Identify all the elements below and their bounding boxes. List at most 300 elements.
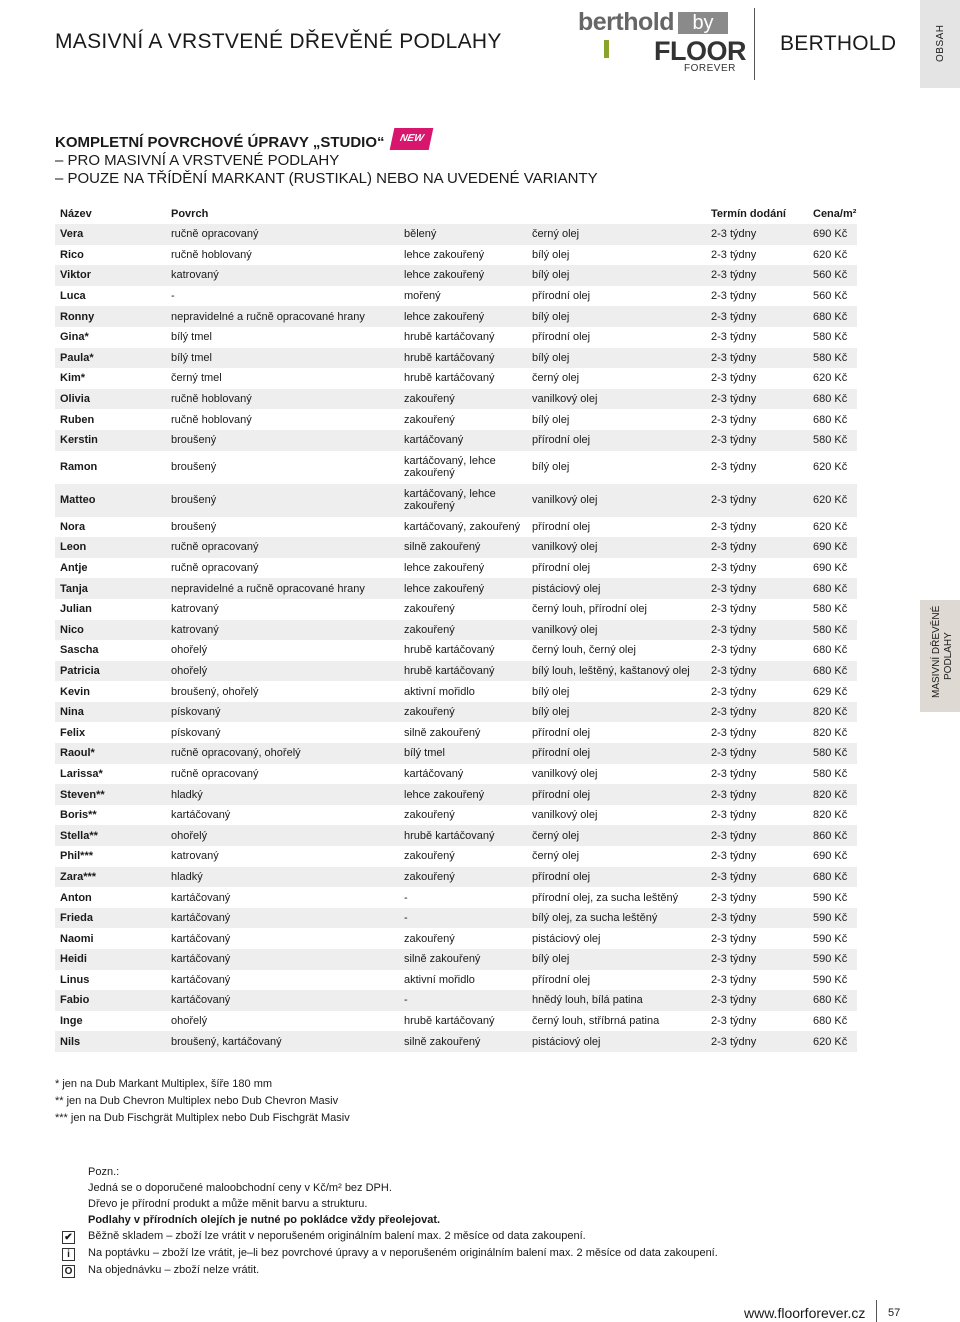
cell-surface-3: vanilkový olej bbox=[527, 537, 706, 558]
cell-delivery: 2-3 týdny bbox=[711, 809, 757, 822]
page-header bbox=[0, 0, 960, 90]
table-row bbox=[55, 949, 857, 970]
cell-surface-3: pistáciový olej bbox=[532, 932, 601, 945]
table-row bbox=[55, 348, 857, 369]
cell-surface-3: přírodní olej bbox=[532, 520, 591, 533]
cell-name: Anton bbox=[60, 891, 92, 904]
brand-name: BERTHOLD bbox=[780, 32, 897, 55]
cell-name: Inge bbox=[60, 1015, 83, 1028]
cell-name: Matteo bbox=[55, 484, 166, 517]
cell-surface-3: vanilkový olej bbox=[527, 484, 706, 517]
cell-surface-1: kartáčovaný bbox=[171, 932, 231, 945]
cell-surface-3: bílý louh, leštěný, kaštanový olej bbox=[527, 661, 706, 682]
table-row bbox=[55, 887, 857, 908]
cell-price: 620 Kč bbox=[813, 248, 848, 261]
cell-name: Julian bbox=[60, 603, 92, 616]
cell-name: Olivia bbox=[55, 389, 166, 410]
table-row bbox=[55, 537, 857, 558]
cell-surface-2: lehce zakouřený bbox=[399, 265, 527, 286]
cell-surface-3: bílý olej bbox=[527, 306, 706, 327]
cell-surface-2: silně zakouřený bbox=[404, 726, 481, 739]
cell-surface-3: bílý olej, za sucha leštěný bbox=[527, 908, 706, 929]
cell-price: 690 Kč bbox=[813, 562, 848, 575]
table-header-row bbox=[55, 204, 857, 224]
cell-surface-3: černý olej bbox=[527, 825, 706, 846]
cell-price: 580 Kč bbox=[813, 767, 848, 780]
cell-name: Zara*** bbox=[55, 867, 166, 888]
table-row bbox=[55, 661, 857, 682]
cell-name: Kevin bbox=[60, 685, 90, 698]
cell-surface-2: zakouřený bbox=[399, 867, 527, 888]
table-row bbox=[55, 743, 857, 764]
check-box-icon: ✔ bbox=[62, 1231, 75, 1244]
cell-price: 620 Kč bbox=[813, 372, 848, 385]
table-row bbox=[55, 430, 857, 451]
cell-surface-3: bílý olej bbox=[532, 685, 570, 698]
table-row bbox=[55, 928, 857, 949]
cell-name: Kim* bbox=[60, 372, 86, 385]
cell-name: Nina bbox=[55, 702, 166, 723]
cell-price: 580 Kč bbox=[808, 348, 857, 369]
cell-surface-2: silně zakouřený bbox=[399, 537, 527, 558]
cell-name: Ramon bbox=[60, 461, 98, 474]
cell-surface-3: černý louh, stříbrná patina bbox=[532, 1015, 660, 1028]
cell-price: 820 Kč bbox=[808, 702, 857, 723]
cell-name: Fabio bbox=[55, 990, 166, 1011]
cell-delivery: 2-3 týdny bbox=[706, 784, 808, 805]
table-row bbox=[55, 327, 857, 348]
cell-surface-1: ohořelý bbox=[166, 825, 399, 846]
table-row bbox=[55, 825, 857, 846]
section-title: KOMPLETNÍ POVRCHOVÉ ÚPRAVY „STUDIO“ bbox=[55, 134, 385, 151]
cell-surface-2: hrubě kartáčovaný bbox=[399, 661, 527, 682]
cell-surface-1: broušený bbox=[171, 520, 217, 533]
finishes-table bbox=[55, 204, 857, 1052]
table-row bbox=[55, 908, 857, 929]
cell-name: Phil*** bbox=[60, 850, 94, 863]
cell-surface-2: zakouřený bbox=[404, 413, 455, 426]
cell-delivery: 2-3 týdny bbox=[706, 1031, 808, 1052]
cell-surface-1: kartáčovaný bbox=[166, 908, 399, 929]
cell-price: 620 Kč bbox=[813, 520, 848, 533]
cell-name: Paula* bbox=[55, 348, 166, 369]
cell-surface-3: bílý olej bbox=[532, 413, 570, 426]
cell-surface-2: - bbox=[399, 990, 527, 1011]
cell-delivery: 2-3 týdny bbox=[706, 348, 808, 369]
cell-price: 580 Kč bbox=[808, 743, 857, 764]
cell-surface-2: zakouřený bbox=[404, 809, 455, 822]
cell-surface-3: černý olej bbox=[527, 224, 706, 245]
cell-name: Sascha bbox=[60, 644, 99, 657]
cell-name: Kerstin bbox=[55, 430, 166, 451]
cell-delivery: 2-3 týdny bbox=[706, 990, 808, 1011]
cell-surface-2: hrubě kartáčovaný bbox=[399, 348, 527, 369]
cell-surface-2: hrubě kartáčovaný bbox=[399, 825, 527, 846]
table-row bbox=[55, 599, 857, 620]
cell-surface-1: kartáčovaný bbox=[166, 949, 399, 970]
cell-delivery: 2-3 týdny bbox=[711, 1015, 757, 1028]
cell-surface-1: pískovaný bbox=[171, 726, 221, 739]
cell-price: 820 Kč bbox=[808, 784, 857, 805]
cell-price: 590 Kč bbox=[813, 932, 848, 945]
cell-surface-3: přírodní olej bbox=[532, 331, 591, 344]
table-row bbox=[55, 389, 857, 410]
cell-surface-2: zakouřený bbox=[399, 389, 527, 410]
cell-price: 680 Kč bbox=[808, 661, 857, 682]
cell-surface-3: vanilkový olej bbox=[527, 389, 706, 410]
table-row bbox=[55, 286, 857, 307]
cell-price: 820 Kč bbox=[813, 726, 848, 739]
cell-delivery: 2-3 týdny bbox=[711, 685, 757, 698]
table-row bbox=[55, 517, 857, 538]
cell-surface-1: bílý tmel bbox=[166, 348, 399, 369]
cell-surface-1: broušený, kartáčovaný bbox=[166, 1031, 399, 1052]
cell-price: 580 Kč bbox=[808, 430, 857, 451]
cell-surface-2: lehce zakouřený bbox=[399, 784, 527, 805]
cell-surface-3: přírodní olej bbox=[527, 867, 706, 888]
header-price: Cena/m² bbox=[813, 208, 857, 220]
cell-surface-3: přírodní olej bbox=[532, 726, 591, 739]
cell-price: 680 Kč bbox=[808, 389, 857, 410]
cell-surface-3: černý olej bbox=[532, 372, 580, 385]
cell-name: Ruben bbox=[60, 413, 95, 426]
cell-price: 680 Kč bbox=[808, 306, 857, 327]
cell-surface-1: ručně opracovaný, ohořelý bbox=[166, 743, 399, 764]
table-row bbox=[55, 484, 857, 517]
cell-delivery: 2-3 týdny bbox=[711, 850, 757, 863]
cell-surface-1: broušený bbox=[166, 484, 399, 517]
cell-name: Luca bbox=[60, 290, 86, 303]
note-line: Dřevo je přírodní produkt a může měnit barvu a strukturu. bbox=[88, 1198, 368, 1210]
cell-surface-2: kartáčovaný, lehce zakouřený bbox=[399, 484, 527, 517]
cell-price: 860 Kč bbox=[808, 825, 857, 846]
cell-surface-2: kartáčovaný, lehce zakouřený bbox=[404, 455, 496, 480]
cell-surface-3: přírodní olej, za sucha leštěný bbox=[532, 891, 679, 904]
cell-name: Nils bbox=[55, 1031, 166, 1052]
table-row bbox=[55, 805, 857, 826]
cell-surface-2: zakouřený bbox=[404, 932, 455, 945]
table-row bbox=[55, 702, 857, 723]
cell-surface-2: - bbox=[404, 891, 408, 904]
header-divider bbox=[754, 8, 755, 80]
section-subtitle-2: – POUZE NA TŘÍDĚNÍ MARKANT (RUSTIKAL) NEBO NA UVEDENÉ VARIANTY bbox=[55, 170, 598, 187]
cell-delivery: 2-3 týdny bbox=[706, 949, 808, 970]
order-box-icon: O bbox=[62, 1265, 75, 1278]
cell-name: Boris** bbox=[60, 809, 97, 822]
cell-surface-2: bílý tmel bbox=[399, 743, 527, 764]
cell-price: 690 Kč bbox=[808, 224, 857, 245]
cell-surface-2: aktivní mořidlo bbox=[404, 685, 475, 698]
cell-name: Ronny bbox=[55, 306, 166, 327]
cell-surface-2: aktivní mořidlo bbox=[404, 973, 475, 986]
cell-surface-1: nepravidelné a ručně opracované hrany bbox=[166, 306, 399, 327]
cell-surface-1: broušený, ohořelý bbox=[171, 685, 259, 698]
cell-price: 690 Kč bbox=[813, 850, 848, 863]
cell-name: Tanja bbox=[55, 578, 166, 599]
cell-name: Naomi bbox=[60, 932, 94, 945]
cell-delivery: 2-3 týdny bbox=[706, 661, 808, 682]
cell-surface-1: ručně opracovaný bbox=[171, 562, 259, 575]
table-row bbox=[55, 681, 857, 702]
cell-price: 580 Kč bbox=[808, 620, 857, 641]
table-row bbox=[55, 409, 857, 430]
header-surface: Povrch bbox=[171, 208, 209, 220]
info-box-icon: i bbox=[62, 1248, 75, 1261]
cell-surface-2: silně zakouřený bbox=[399, 949, 527, 970]
cell-price: 560 Kč bbox=[808, 265, 857, 286]
note-line-bold: Podlahy v přírodních olejích je nutné po pokládce vždy přeolejovat. bbox=[88, 1214, 441, 1226]
table-row bbox=[55, 265, 857, 286]
cell-surface-3: přírodní olej bbox=[532, 562, 591, 575]
cell-surface-3: černý olej bbox=[532, 850, 580, 863]
cell-name: Rico bbox=[60, 248, 84, 261]
table-row bbox=[55, 558, 857, 579]
table-row bbox=[55, 224, 857, 245]
cell-name: Viktor bbox=[55, 265, 166, 286]
cell-delivery: 2-3 týdny bbox=[706, 743, 808, 764]
footnote: ** jen na Dub Chevron Multiplex nebo Dub Chevron Masiv bbox=[55, 1095, 339, 1107]
section-subtitle-1: – PRO MASIVNÍ A VRSTVENÉ PODLAHY bbox=[55, 152, 340, 169]
header-delivery: Termín dodání bbox=[711, 208, 786, 220]
cell-price: 680 Kč bbox=[808, 867, 857, 888]
cell-price: 590 Kč bbox=[813, 973, 848, 986]
cell-price: 680 Kč bbox=[813, 413, 848, 426]
cell-surface-1: ručně opracovaný bbox=[166, 224, 399, 245]
cell-price: 580 Kč bbox=[813, 603, 848, 616]
cell-name: Nora bbox=[60, 520, 86, 533]
cell-delivery: 2-3 týdny bbox=[711, 290, 757, 303]
table-row bbox=[55, 764, 857, 785]
cell-delivery: 2-3 týdny bbox=[711, 726, 757, 739]
cell-name: Felix bbox=[60, 726, 86, 739]
cell-surface-3: přírodní olej bbox=[532, 290, 591, 303]
cell-surface-3: bílý olej bbox=[527, 702, 706, 723]
cell-surface-1: hladký bbox=[166, 784, 399, 805]
table-row bbox=[55, 1031, 857, 1052]
cell-surface-1: kartáčovaný bbox=[166, 990, 399, 1011]
cell-price: 680 Kč bbox=[808, 990, 857, 1011]
page-number-divider bbox=[876, 1300, 877, 1322]
cell-delivery: 2-3 týdny bbox=[706, 578, 808, 599]
table-row bbox=[55, 784, 857, 805]
cell-name: Antje bbox=[60, 562, 88, 575]
cell-name: Heidi bbox=[55, 949, 166, 970]
cell-name: Vera bbox=[55, 224, 166, 245]
berthold-by-floor-logo: berthold by FLOOR FOREVER bbox=[578, 8, 746, 74]
cell-price: 680 Kč bbox=[813, 1015, 848, 1028]
table-row bbox=[55, 306, 857, 327]
new-badge: NEW bbox=[390, 128, 434, 150]
cell-name: Steven** bbox=[55, 784, 166, 805]
cell-price: 580 Kč bbox=[813, 331, 848, 344]
footnote: * jen na Dub Markant Multiplex, šíře 180 mm bbox=[55, 1078, 273, 1090]
footnotes bbox=[55, 1076, 350, 1127]
table-row bbox=[55, 867, 857, 888]
cell-name: Larissa* bbox=[60, 767, 103, 780]
cell-delivery: 2-3 týdny bbox=[706, 265, 808, 286]
table-row bbox=[55, 245, 857, 266]
notes bbox=[88, 1164, 440, 1228]
cell-name: Nico bbox=[55, 620, 166, 641]
cell-delivery: 2-3 týdny bbox=[706, 537, 808, 558]
cell-delivery: 2-3 týdny bbox=[711, 644, 757, 657]
cell-surface-1: kartáčovaný bbox=[171, 973, 231, 986]
cell-surface-2: mořený bbox=[404, 290, 441, 303]
cell-surface-2: hrubě kartáčovaný bbox=[404, 1015, 495, 1028]
cell-surface-1: ručně hoblovaný bbox=[171, 248, 252, 261]
cell-surface-3: pistáciový olej bbox=[527, 1031, 706, 1052]
website-link[interactable]: www.floorforever.cz bbox=[744, 1305, 866, 1321]
cell-name: Gina* bbox=[60, 331, 89, 344]
cell-delivery: 2-3 týdny bbox=[706, 484, 808, 517]
obsah-tab[interactable]: OBSAH bbox=[920, 0, 960, 88]
cell-surface-2: hrubě kartáčovaný bbox=[404, 331, 495, 344]
cell-price: 629 Kč bbox=[813, 685, 848, 698]
cell-surface-1: ručně opracovaný bbox=[166, 537, 399, 558]
cell-price: 680 Kč bbox=[808, 578, 857, 599]
cell-surface-2: lehce zakouřený bbox=[404, 248, 485, 261]
cell-price: 590 Kč bbox=[813, 891, 848, 904]
cell-surface-2: bělený bbox=[399, 224, 527, 245]
cell-surface-1: katrovaný bbox=[166, 265, 399, 286]
cell-price: 820 Kč bbox=[813, 809, 848, 822]
cell-surface-2: zakouřený bbox=[399, 702, 527, 723]
cell-price: 620 Kč bbox=[808, 484, 857, 517]
cell-surface-1: ručně opracovaný bbox=[171, 767, 259, 780]
cell-surface-3: bílý olej bbox=[532, 248, 570, 261]
cell-surface-2: kartáčovaný bbox=[399, 430, 527, 451]
cell-surface-1: ohořelý bbox=[171, 1015, 208, 1028]
cell-surface-1: ručně hoblovaný bbox=[171, 413, 252, 426]
cell-delivery: 2-3 týdny bbox=[706, 825, 808, 846]
cell-surface-2: zakouřený bbox=[404, 850, 455, 863]
table-row bbox=[55, 368, 857, 389]
cell-surface-2: lehce zakouřený bbox=[404, 562, 485, 575]
cell-name: Linus bbox=[60, 973, 90, 986]
cell-surface-1: katrovaný bbox=[166, 620, 399, 641]
cell-delivery: 2-3 týdny bbox=[706, 389, 808, 410]
cell-surface-2: silně zakouřený bbox=[399, 1031, 527, 1052]
cell-delivery: 2-3 týdny bbox=[706, 867, 808, 888]
document-title: MASIVNÍ A VRSTVENÉ DŘEVĚNÉ PODLAHY bbox=[55, 30, 502, 53]
cell-surface-1: broušený bbox=[166, 430, 399, 451]
cell-delivery: 2-3 týdny bbox=[711, 461, 757, 474]
cell-surface-1: nepravidelné a ručně opracované hrany bbox=[166, 578, 399, 599]
page-number: 57 bbox=[888, 1307, 901, 1319]
cell-price: 680 Kč bbox=[813, 644, 848, 657]
cell-delivery: 2-3 týdny bbox=[706, 430, 808, 451]
cell-surface-3: černý louh, přírodní olej bbox=[532, 603, 647, 616]
cell-surface-3: přírodní olej bbox=[527, 430, 706, 451]
cell-surface-2: - bbox=[399, 908, 527, 929]
cell-delivery: 2-3 týdny bbox=[711, 767, 757, 780]
cell-surface-1: černý tmel bbox=[171, 372, 222, 385]
cell-surface-1: katrovaný bbox=[171, 603, 219, 616]
section-tab-masivni[interactable]: MASIVNÍ DŘEVĚNÉ PODLAHY bbox=[920, 600, 960, 712]
cell-price: 620 Kč bbox=[808, 1031, 857, 1052]
cell-surface-3: přírodní olej bbox=[532, 973, 591, 986]
cell-delivery: 2-3 týdny bbox=[706, 702, 808, 723]
cell-surface-3: hnědý louh, bílá patina bbox=[527, 990, 706, 1011]
cell-name: Raoul* bbox=[55, 743, 166, 764]
cell-delivery: 2-3 týdny bbox=[706, 620, 808, 641]
cell-surface-3: bílý olej bbox=[527, 348, 706, 369]
cell-delivery: 2-3 týdny bbox=[711, 372, 757, 385]
cell-surface-3: pistáciový olej bbox=[527, 578, 706, 599]
section-heading bbox=[55, 134, 598, 188]
cell-surface-3: bílý olej bbox=[527, 265, 706, 286]
table-row bbox=[55, 578, 857, 599]
cell-delivery: 2-3 týdny bbox=[711, 248, 757, 261]
cell-surface-3: vanilkový olej bbox=[532, 809, 598, 822]
cell-name: Frieda bbox=[55, 908, 166, 929]
cell-surface-2: zakouřený bbox=[404, 603, 455, 616]
cell-delivery: 2-3 týdny bbox=[711, 891, 757, 904]
cell-delivery: 2-3 týdny bbox=[711, 973, 757, 986]
cell-surface-3: bílý olej bbox=[532, 461, 570, 474]
cell-surface-1: kartáčovaný bbox=[171, 891, 231, 904]
cell-surface-3: bílý olej bbox=[527, 949, 706, 970]
note-line: Jedná se o doporučené maloobchodní ceny v Kč/m² bez DPH. bbox=[88, 1182, 392, 1194]
cell-price: 590 Kč bbox=[808, 908, 857, 929]
cell-delivery: 2-3 týdny bbox=[711, 413, 757, 426]
cell-surface-1: kartáčovaný bbox=[171, 809, 231, 822]
table-row bbox=[55, 846, 857, 867]
cell-delivery: 2-3 týdny bbox=[706, 908, 808, 929]
cell-price: 590 Kč bbox=[808, 949, 857, 970]
table-row bbox=[55, 451, 857, 484]
table-row bbox=[55, 1011, 857, 1032]
cell-surface-1: ohořelý bbox=[171, 644, 208, 657]
header-name: Název bbox=[60, 208, 92, 220]
notes-label: Pozn.: bbox=[88, 1166, 120, 1178]
cell-name: Patricia bbox=[55, 661, 166, 682]
cell-surface-3: vanilkový olej bbox=[532, 767, 598, 780]
table-row bbox=[55, 970, 857, 991]
cell-surface-1: - bbox=[171, 290, 175, 303]
cell-name: Stella** bbox=[55, 825, 166, 846]
cell-delivery: 2-3 týdny bbox=[706, 224, 808, 245]
cell-surface-2: lehce zakouřený bbox=[399, 578, 527, 599]
cell-name: Leon bbox=[55, 537, 166, 558]
table-row bbox=[55, 722, 857, 743]
cell-delivery: 2-3 týdny bbox=[711, 562, 757, 575]
footnote: *** jen na Dub Fischgrät Multiplex nebo Dub Fischgrät Masiv bbox=[55, 1112, 350, 1124]
cell-surface-2: lehce zakouřený bbox=[399, 306, 527, 327]
cell-surface-1: ohořelý bbox=[166, 661, 399, 682]
cell-surface-3: přírodní olej bbox=[527, 743, 706, 764]
cell-price: 620 Kč bbox=[813, 461, 848, 474]
cell-surface-1: broušený bbox=[171, 461, 217, 474]
cell-surface-2: zakouřený bbox=[399, 620, 527, 641]
cell-surface-1: hladký bbox=[166, 867, 399, 888]
cell-surface-1: ručně hoblovaný bbox=[166, 389, 399, 410]
cell-delivery: 2-3 týdny bbox=[711, 932, 757, 945]
cell-price: 560 Kč bbox=[813, 290, 848, 303]
cell-surface-1: bílý tmel bbox=[171, 331, 212, 344]
cell-surface-2: hrubě kartáčovaný bbox=[404, 644, 495, 657]
cell-delivery: 2-3 týdny bbox=[706, 306, 808, 327]
cell-delivery: 2-3 týdny bbox=[711, 520, 757, 533]
cell-surface-3: vanilkový olej bbox=[527, 620, 706, 641]
cell-price: 690 Kč bbox=[808, 537, 857, 558]
cell-surface-2: hrubě kartáčovaný bbox=[404, 372, 495, 385]
cell-surface-2: kartáčovaný, zakouřený bbox=[404, 520, 521, 533]
cell-delivery: 2-3 týdny bbox=[711, 603, 757, 616]
table-row bbox=[55, 990, 857, 1011]
table-row bbox=[55, 620, 857, 641]
cell-delivery: 2-3 týdny bbox=[711, 331, 757, 344]
